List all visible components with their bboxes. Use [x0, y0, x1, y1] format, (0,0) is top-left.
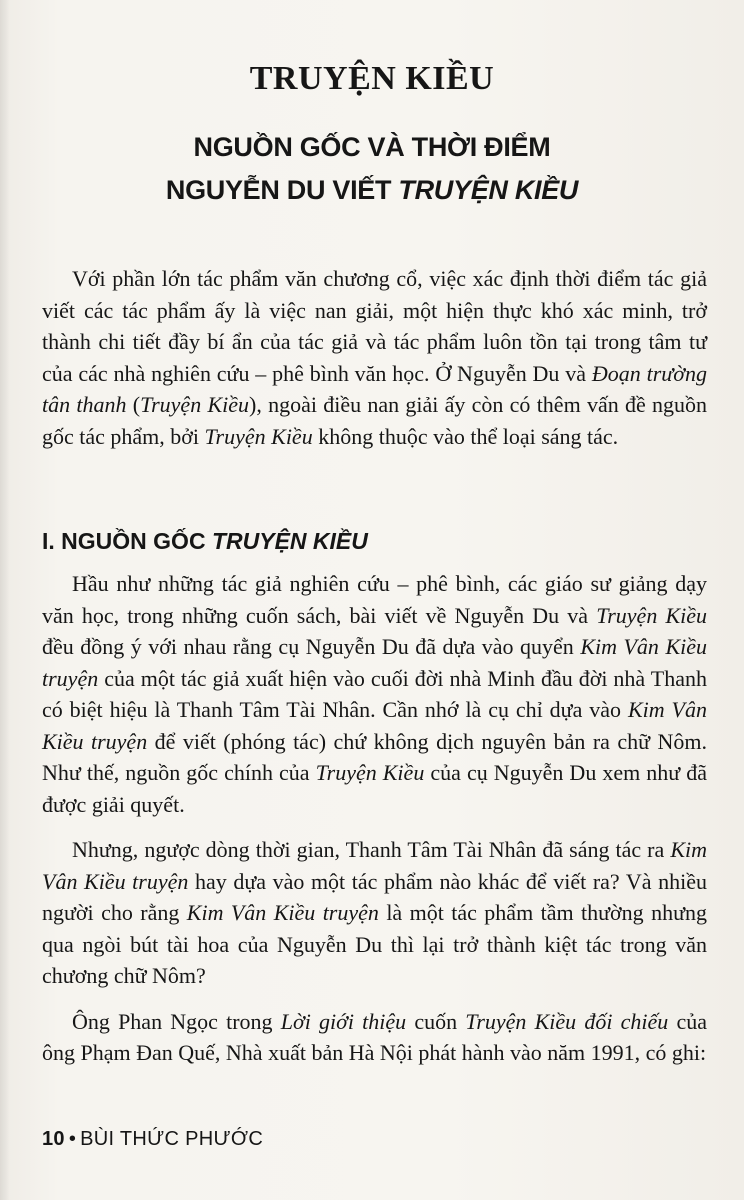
p2-italic-f: Kim Vân Kiều truyện: [42, 697, 707, 754]
intro-block: [42, 263, 707, 452]
p2-text-g: để viết (phóng tác) chứ không dịch nguyên bản ra chữ Nôm. Như thế, nguồn gốc chính của: [42, 728, 707, 785]
p4-text-e: của ông Phạm Đan Quế, Nhà xuất bản Hà Nội phát hành vào năm 1991, có ghi:: [42, 1008, 707, 1065]
p1-text-e: ), ngoài điều nan giải ấy còn có thêm vấn đề nguồn gốc tác phẩm, bởi: [42, 392, 707, 449]
page-footer: [42, 1128, 263, 1151]
section-body: [42, 568, 707, 1069]
p2-italic-h: Truyện Kiều: [315, 760, 425, 785]
p4-italic-b: Lời giới thiệu: [280, 1008, 407, 1034]
paragraph-3: [42, 834, 707, 992]
p3-italic-b: Kim Vân Kiều truyện: [42, 837, 707, 894]
section-heading-italic: TRUYỆN KIỀU: [211, 528, 368, 554]
section-heading-plain: I. NGUỒN GỐC: [42, 528, 212, 554]
p3-italic-d: Kim Vân Kiều truyện: [186, 900, 379, 925]
p3-text-a: Nhưng, ngược dòng thời gian, Thanh Tâm Tài Nhân đã sáng tác ra: [72, 837, 671, 862]
subtitle-line-2-italic: TRUYỆN KIỀU: [398, 175, 579, 205]
p1-text-a: Với phần lớn tác phẩm văn chương cổ, việc xác định thời điểm tác giả viết các tác phẩm ấy là việc nan giải, một hiện thực khó xác minh, trở thành chi tiết đầy bí ẩn của tác giả và tác phẩm luôn tồn tại trong tâm tư của các nhà nghiên cứu – phê bình văn học. Ở Nguyễn Du và: [42, 266, 707, 386]
p2-text-a: Hầu như những tác giả nghiên cứu – phê bình, các giáo sư giảng dạy văn học, trong những cuốn sách, bài viết về Nguyễn Du và: [42, 571, 707, 628]
p2-italic-d: Kim Vân Kiều truyện: [42, 634, 707, 691]
chapter-title: TRUYỆN KIỀU: [249, 60, 495, 97]
subtitle-line-2: [0, 175, 744, 206]
subtitle-line-1: NGUỒN GỐC VÀ THỜI ĐIỂM: [193, 132, 551, 162]
p2-text-i: của cụ Nguyễn Du xem như đã được giải quyết.: [42, 760, 708, 817]
page-number: 10: [42, 1128, 65, 1150]
p1-italic-d: Truyện Kiều: [140, 392, 249, 417]
p4-text-c: cuốn: [406, 1008, 466, 1034]
p1-italic-f: Truyện Kiều: [204, 423, 313, 449]
p2-italic-b: Truyện Kiều: [596, 602, 707, 628]
section-heading: [42, 528, 368, 555]
p1-text-g: không thuộc vào thể loại sáng tác.: [312, 423, 619, 449]
paragraph-1: [42, 263, 707, 452]
p4-italic-d: Truyện Kiều đối chiếu: [465, 1008, 669, 1034]
footer-bullet: •: [68, 1128, 77, 1150]
paragraph-4: [42, 1006, 707, 1069]
p1-text-c: (: [126, 392, 141, 417]
p2-text-c: đều đồng ý với nhau rằng cụ Nguyễn Du đã dựa vào quyển: [42, 634, 581, 659]
subtitle-line-2-plain: NGUYỄN DU VIẾT: [165, 175, 399, 205]
footer-author: BÙI THỨC PHƯỚC: [80, 1128, 264, 1150]
p3-text-e: là một tác phẩm tầm thường nhưng qua ngòi bút tài hoa của Nguyễn Du thì lại trở thành kiệt tác trong văn chương chữ Nôm?: [42, 900, 708, 988]
p2-text-e: của một tác giả xuất hiện vào cuối đời nhà Minh đầu đời nhà Thanh có biệt hiệu là Thanh Tâm Tài Nhân. Cần nhớ là cụ chỉ dựa vào: [42, 665, 707, 722]
p1-italic-b: Đoạn trường tân thanh: [42, 360, 707, 417]
p3-text-c: hay dựa vào một tác phẩm nào khác để viết ra? Và nhiều người cho rằng: [42, 868, 707, 925]
paragraph-2: [42, 568, 707, 820]
p4-text-a: Ông Phan Ngọc trong: [72, 1008, 281, 1034]
